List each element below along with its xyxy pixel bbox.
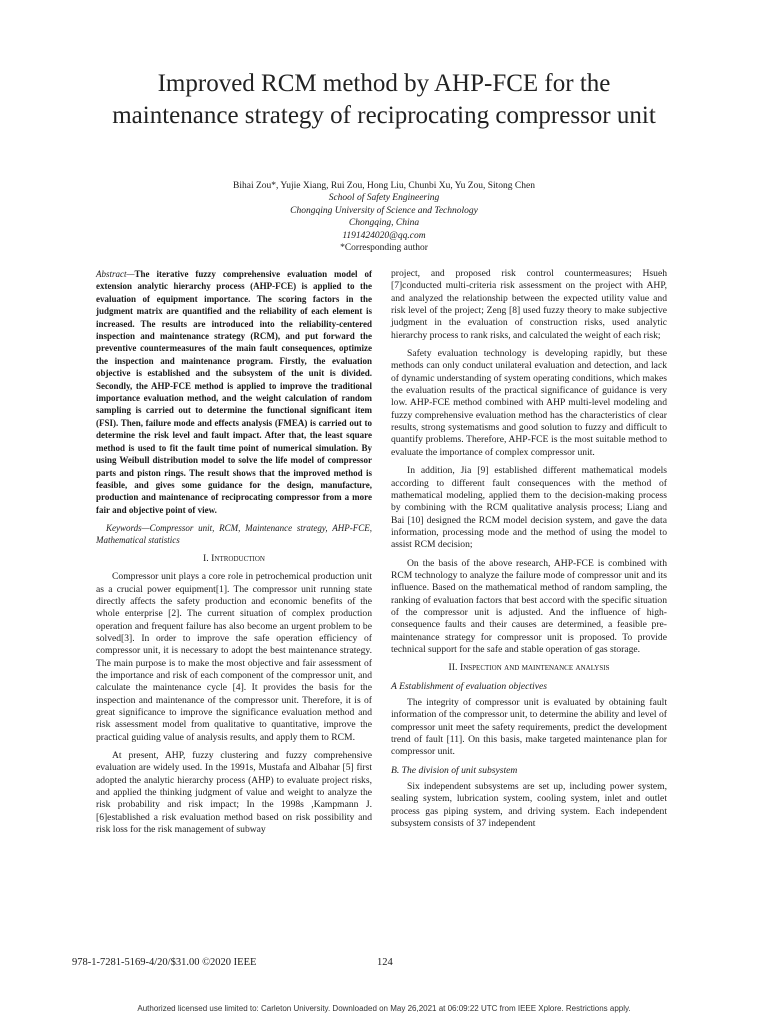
right-paragraph-5: The integrity of compressor unit is evaluated by obtaining fault information of the compressor unit, to determine the ability and level of compressor unit meet the safety requirements, predict the development trend of fault [11]. On this basis, make targeted maintenance plan for compressor unit.	[391, 697, 667, 758]
abstract-lead: Abstract—	[96, 269, 135, 279]
abstract	[96, 268, 372, 516]
section-heading-inspection: II. Inspection and maintenance analysis	[448, 662, 610, 674]
subsection-heading-a: A Establishment of evaluation objectives	[391, 680, 547, 692]
right-column	[391, 268, 667, 836]
paper-title: Improved RCM method by AHP-FCE for the maintenance strategy of reciprocating compressor unit	[112, 70, 656, 129]
keywords: Keywords—Compressor unit, RCM, Maintenance strategy, AHP-FCE, Mathematical statistics	[96, 523, 372, 546]
page-number: 124	[377, 957, 393, 968]
abstract-text: The iterative fuzzy comprehensive evaluation model of extension analytic hierarchy process (AHP-FCE) is applied to the evaluation of equipment importance. The scoring factors in the judgment matrix are quantified and the reliability of each element is increased. The results are introduced into the reliability-centered inspection and maintenance strategy (RCM), and put forward the preventive countermeasures of the main fault consequences, optimize the inspection and maintenance program. Firstly, the evaluation objective is established and the subsystem of the unit is divided. Secondly, the AHP-FCE method is applied to improve the traditional importance evaluation method, and the weight calculation of random sampling is carried out to determine the functional significant item (FSI). Then, failure mode and effects analysis (FMEA) is carried out to determine the risk level and fault impact. After that, the least square method is used to fit the fault time point of numerical simulation. By using Weibull distribution model to solve the life model of compressor parts and piston rings. The result shows that the improved method is feasible, and gives some guidance for the design, manufacture, production and maintenance of reciprocating compressor from a more fair and objective point of view.	[96, 269, 372, 515]
author-school: School of Safety Engineering	[328, 193, 440, 204]
right-paragraph-2: Safety evaluation technology is developing rapidly, but these methods can only conduct unilateral evaluation and detection, and lack of dynamic understanding of system operating conditions, which makes the evaluation results of the practical significance of guidance is very low. AHP-FCE method combined with AHP multi-level modeling and fuzzy comprehensive evaluation method has the characteristics of clear results, strong systematisms and good solution to fuzzy and difficult to quantify problems. Therefore, AHP-FCE is the most suitable method to evaluate the importance of complex compressor unit.	[391, 348, 667, 458]
corresponding-note: *Corresponding author	[340, 243, 428, 254]
section-heading-introduction: I. Introduction	[203, 552, 265, 564]
intro-paragraph-2: At present, AHP, fuzzy clustering and fuzzy comprehensive evaluation are widely used. In the 1991s, Mustafa and Albahar [5] first adopted the analytic hierarchy process (AHP) to evaluate project risks, and applied the thinking judgment of value and weight to analyze the risk probability and risk impact; In the 1998s ,Kampmann J. [6]established a risk evaluation method based on risk possibility and risk loss for the risk management of subway	[96, 749, 372, 836]
left-column	[96, 268, 372, 842]
intro-paragraph-1: Compressor unit plays a core role in petrochemical production unit as a crucial power equipment[1]. The compressor unit running state directly affects the safety production and economic benefits of the whole enterprise [2]. The current situation of complex production operation and frequent failure has also become an urgent problem to be solved[3]. In order to improve the safe operation efficiency of compressor unit, it is necessary to adopt the best maintenance strategy. The main purpose is to make the most objective and fair assessment of the importance and risk of each component of the compressor unit, and calculate the maintenance cycle [4]. It provides the basis for the inspection and maintenance of the compressor unit. Therefore, it is of great significance to improve the significance evaluation method and risk assessment model from qualitative to quantitative, improve the practical guiding value of analysis results, and apply them to RCM.	[96, 571, 372, 743]
isbn-footer: 978-1-7281-5169-4/20/$31.00 ©2020 IEEE	[72, 957, 257, 968]
subsection-heading-b: B. The division of unit subsystem	[391, 764, 518, 776]
author-names: Bihai Zou*, Yujie Xiang, Rui Zou, Hong Liu, Chunbi Xu, Yu Zou, Sitong Chen	[233, 181, 535, 191]
right-paragraph-6: Six independent subsystems are set up, including power system, sealing system, lubrication system, cooling system, inlet and outlet process gas piping system, and driving system. Each independent subsystem consists of 37 independent	[391, 781, 667, 830]
author-block	[96, 180, 672, 254]
right-paragraph-1: project, and proposed risk control countermeasures; Hsueh [7]conducted multi-criteria risk assessment on the project with AHP, and analyzed the relationship between the expected utility value and risk level of the project; Zeng [8] used fuzzy theory to make subjective judgment in the evaluation of construction risks, used analytic hierarchy process to rank risks, and calculated the weight of each risk;	[391, 268, 667, 341]
license-notice: Authorized licensed use limited to: Carleton University. Downloaded on May 26,2021 at 06:09:22 UTC from IEEE Xplore. Restrictions apply.	[137, 1004, 631, 1013]
author-email[interactable]: 1191424020@qq.com	[342, 230, 426, 241]
author-city: Chongqing, China	[348, 218, 420, 229]
author-university: Chongqing University of Science and Technology	[290, 205, 478, 216]
right-paragraph-4: On the basis of the above research, AHP-FCE is combined with RCM technology to analyze the failure mode of compressor unit and its influence. Based on the mathematical method of random sampling, the ranking of evaluation factors that best accord with the specific situation of the compressor unit is adjusted. And the influence of high-consequence faults and their causes are determined, a feasible pre-maintenance strategy for compressor unit is proposed. To provide technical support for the safe and stable operation of gas storage.	[391, 557, 667, 655]
right-paragraph-3: In addition, Jia [9] established different mathematical models according to different fault consequences with the method of mathematical modeling, applied them to the decision-making process by combining with the RCM qualitative analysis process; Liang and Bai [10] designed the RCM model decision system, and gave the data information, processing mode and the method of using the model to assist RCM decision;	[391, 465, 667, 551]
